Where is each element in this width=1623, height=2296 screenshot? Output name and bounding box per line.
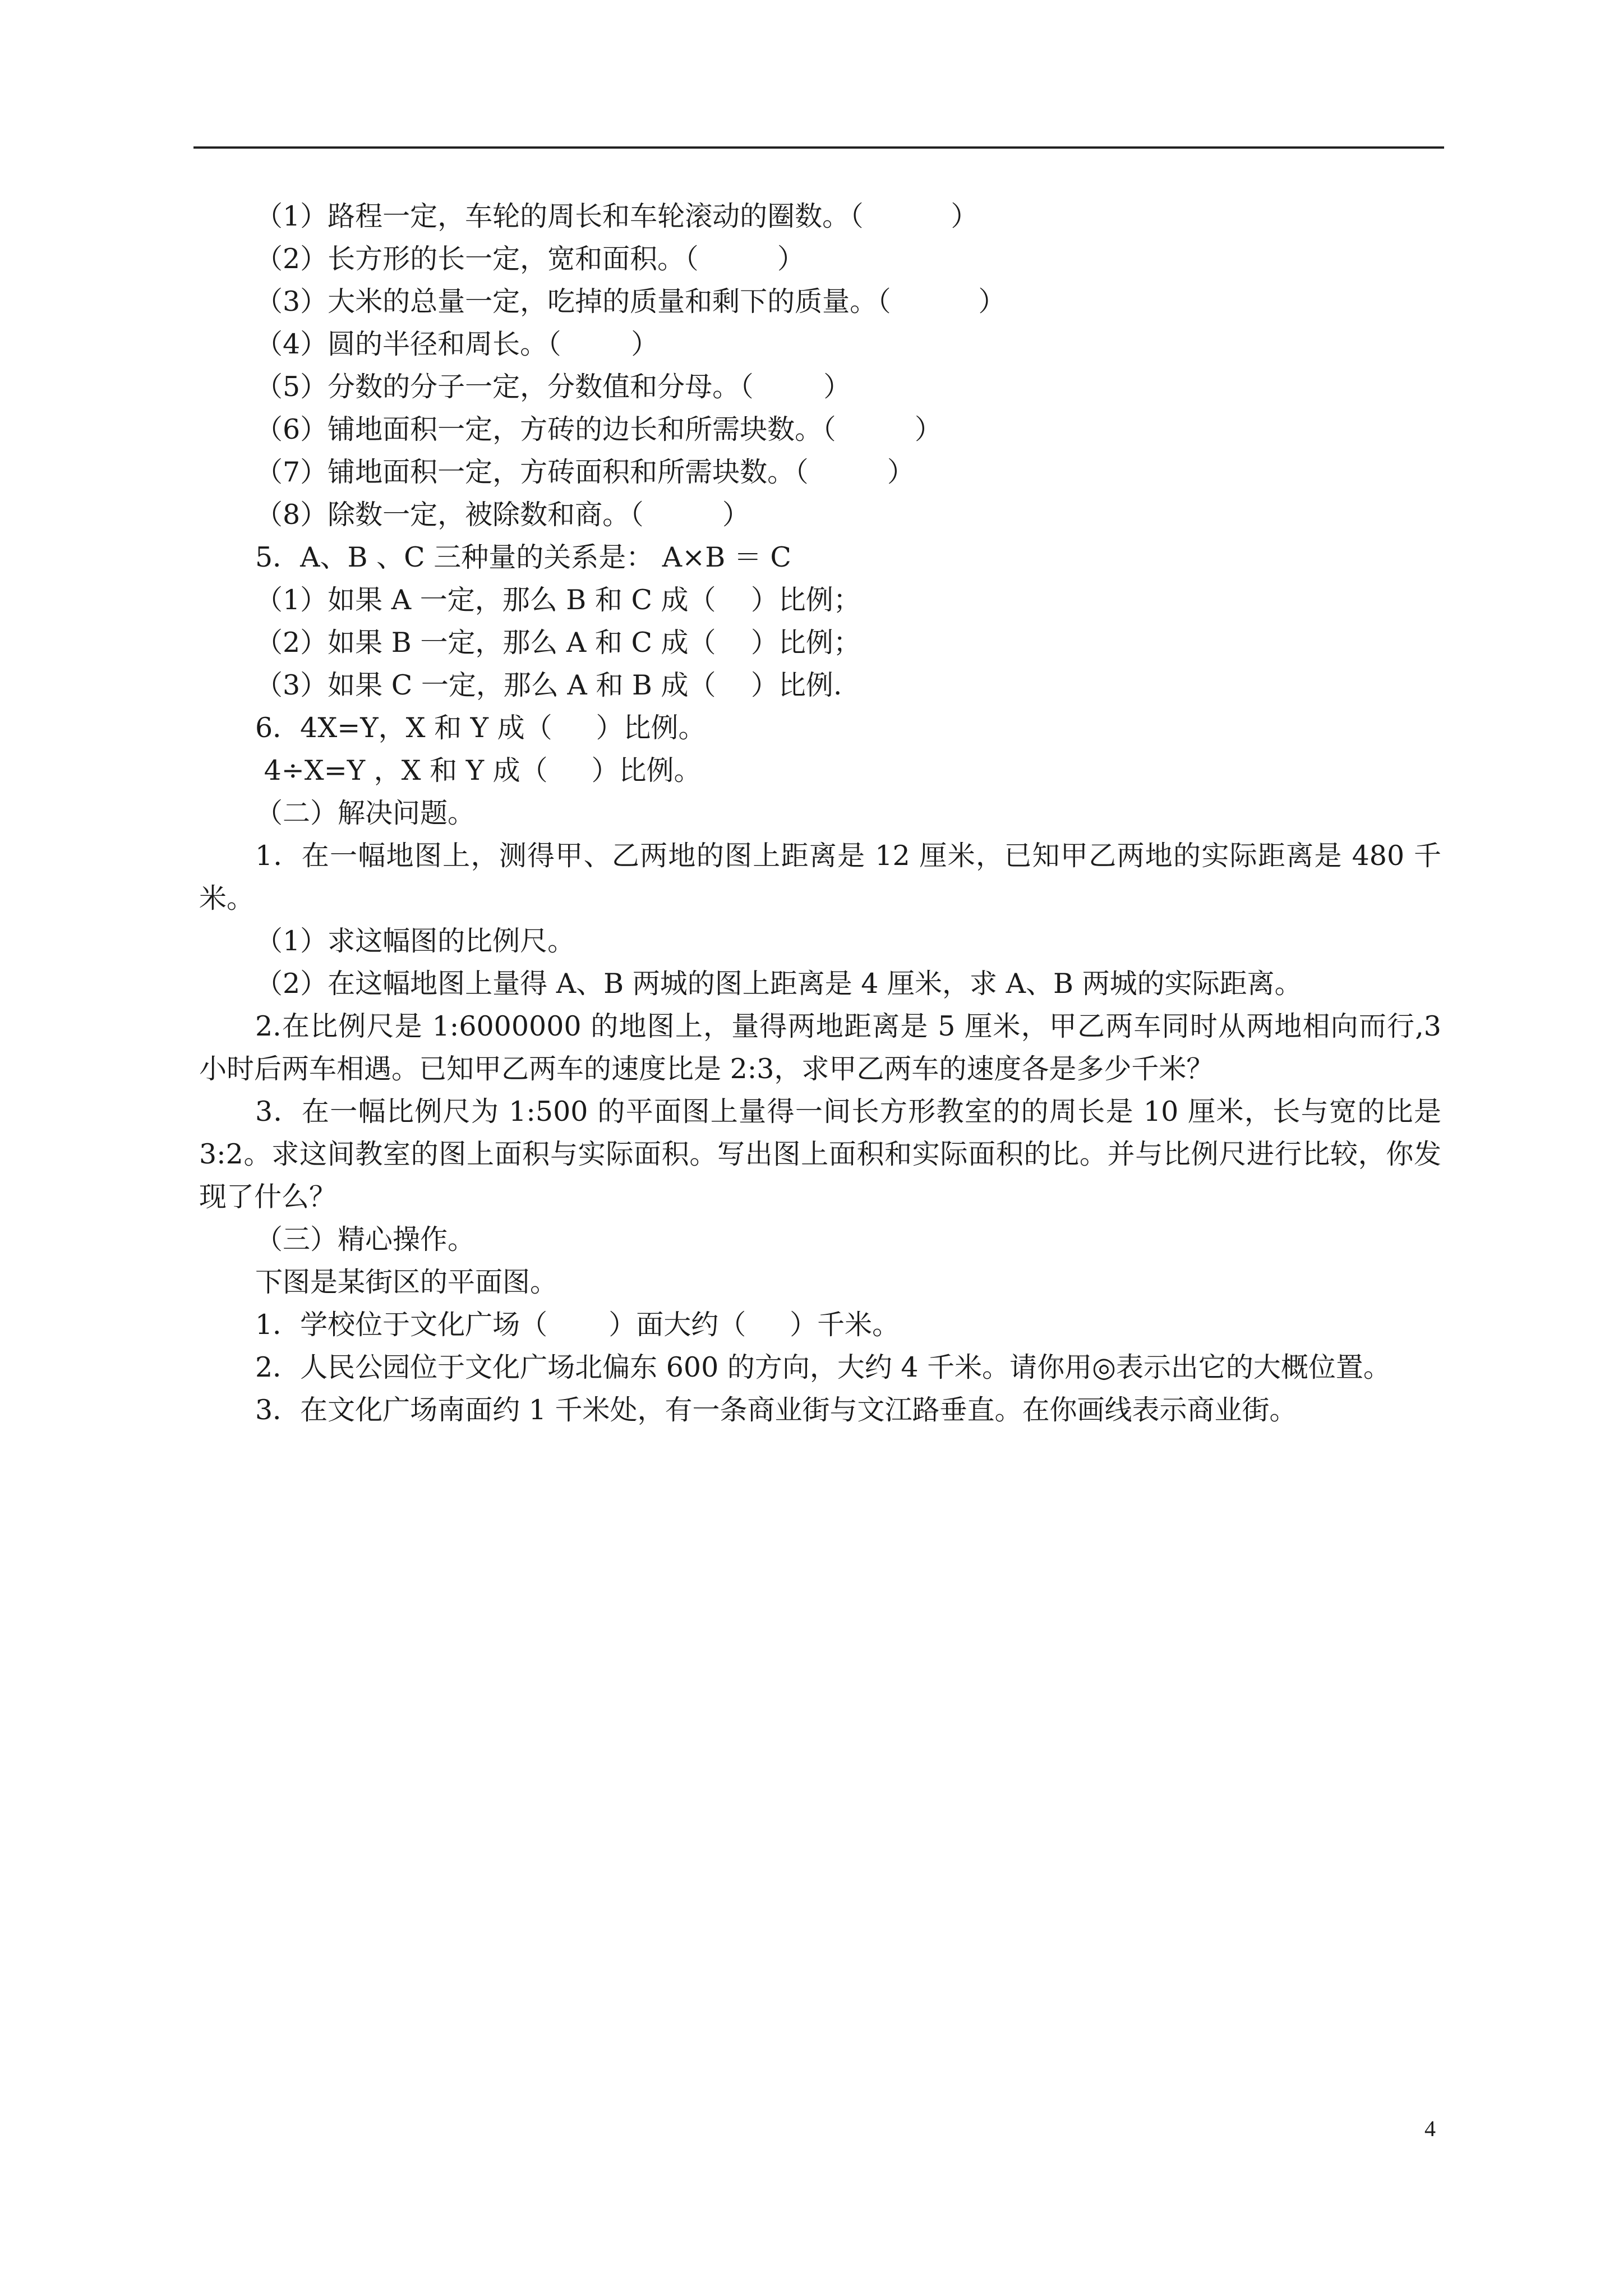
question-line: （6）铺地面积一定，方砖的边长和所需块数。（ ） — [255, 413, 942, 445]
question-line: （1）路程一定，车轮的周长和车轮滚动的圈数。（ ） — [255, 200, 979, 232]
question-line: （3）大米的总量一定，吃掉的质量和剩下的质量。（ ） — [255, 286, 1006, 318]
question-line: 3．在文化广场南面约 1 千米处，有一条商业街与文江路垂直。在你画线表示商业街。 — [255, 1394, 1297, 1426]
problem-paragraph: 1．在一幅地图上，测得甲、乙两地的图上距离是 12 厘米，已知甲乙两地的实际距离是 480 千米。 — [199, 840, 1441, 914]
problem-paragraph: 3．在一幅比例尺为 1:500 的平面图上量得一间长方形教室的的周长是 10 厘米，长与宽的比是 3:2。求这间教室的图上面积与实际面积。写出图上面积和实际面积的比。并与比例尺进行比较，你发现了什么？ — [199, 1096, 1441, 1213]
question-line: 2．人民公园位于文化广场北偏东 600 的方向，大约 4 千米。请你用◎表示出它的大概位置。 — [255, 1351, 1391, 1383]
question-line: （7）铺地面积一定，方砖面积和所需块数。（ ） — [255, 456, 915, 488]
document-body — [199, 195, 1441, 1432]
question-line: （1）如果 A 一定，那么 B 和 C 成（ ）比例； — [255, 584, 861, 616]
question-line: （2）如果 B 一定，那么 A 和 C 成（ ）比例； — [255, 627, 861, 659]
question-line: （5）分数的分子一定，分数值和分母。（ ） — [255, 371, 851, 403]
question-line: （2）长方形的长一定，宽和面积。（ ） — [255, 243, 805, 275]
question-line: （4）圆的半径和周长。（ ） — [255, 328, 659, 360]
section-heading: （三）精心操作。 — [255, 1223, 476, 1255]
question-line: 5．A、B 、C 三种量的关系是： A×B ＝ C — [255, 541, 791, 573]
question-line: 下图是某街区的平面图。 — [255, 1266, 558, 1298]
problem-paragraph: 2.在比例尺是 1:6000000 的地图上，量得两地距离是 5 厘米，甲乙两车同时从两地相向而行,3 小时后两车相遇。已知甲乙两车的速度比是 2:3，求甲乙两车的速度各是多少千米？ — [199, 1010, 1441, 1085]
question-line: （1）求这幅图的比例尺。 — [255, 925, 575, 957]
question-line: （8）除数一定，被除数和商。（ ） — [255, 499, 750, 531]
question-line: 1．学校位于文化广场（ ）面大约（ ）千米。 — [255, 1309, 900, 1341]
question-line: （3）如果 C 一定，那么 A 和 B 成（ ）比例. — [255, 669, 842, 701]
question-line: （2）在这幅地图上量得 A、B 两城的图上距离是 4 厘米，求 A、B 两城的实际距离。 — [255, 968, 1302, 1000]
header-rule — [193, 146, 1444, 149]
question-line: 6．4X=Y，X 和 Y 成（ ）比例。 — [255, 712, 706, 744]
section-heading: （二）解决问题。 — [255, 797, 476, 829]
question-line: 4÷X=Y ，X 和 Y 成（ ）比例。 — [255, 754, 702, 786]
page-number: 4 — [1424, 2116, 1436, 2141]
